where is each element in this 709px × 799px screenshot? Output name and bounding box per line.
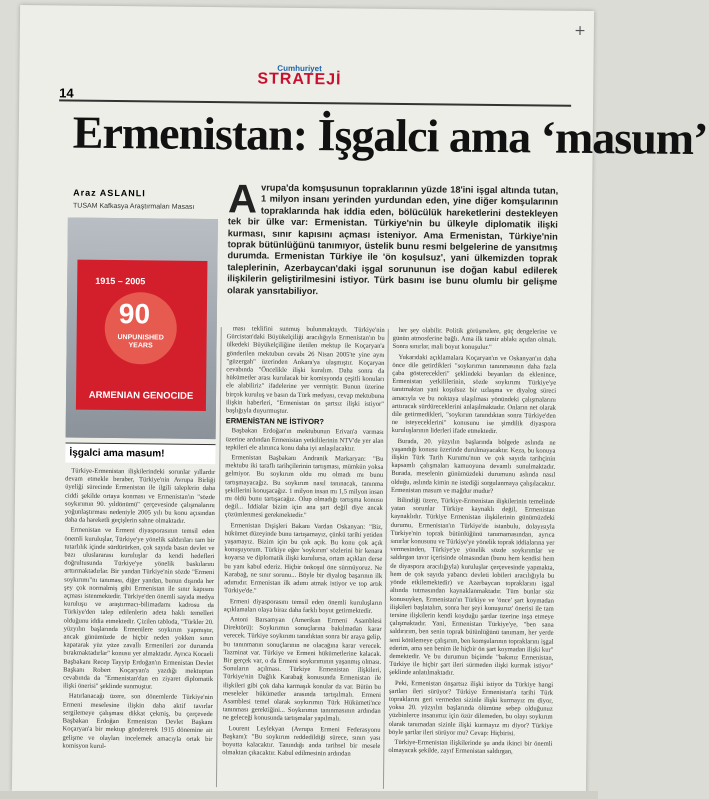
plus-mark-icon: + [574, 22, 586, 39]
paragraph: Türkiye-Ermenistan ilişkilerindeki sorunlar yıllardır devam etmekle beraber, Türkiye'nin Avrupa Birliği üyeliği sürecinde Ermenistan ile ilgili taleplerin daha ciddi şekilde ortaya konması ve Ermenistan'ın "sözde soykırımın 90. yıldönümü" çerçevesinde çalışmalarını yoğunlaştırması nedeniyle 2005 yılı bu konu açısından daha da hareketli geçişlerin sahne olmaktadır. [64, 467, 216, 525]
lead-dropcap: A [227, 177, 258, 222]
article-column-3 [388, 327, 557, 793]
section-masthead [257, 64, 341, 90]
article-author: Araz ASLANLI [73, 187, 146, 199]
article-column-2 [222, 325, 385, 791]
paragraph: Hatırlanacağı üzere, son dönemlerde Türkiye'nin Ermeni meselesine ilişkin daha aktif tavırlar sergilemeye çalışması dikkat çekmiş, bu çerçevede Başbakan Erdoğan Ermenistan Devlet Başkanı Koçaryan'a bir mektup göndererek 1915 dönemine ait gelişme ve olayları incelemek amacıyla ortak bir komisyon kurul- [62, 693, 213, 750]
paragraph: her şey olabilir. Politik görüşmelere, güç dengelerine ve günün atmosferine bağlı. Ama ilk tamir ablakı açıdan olmalı. Sonra sınırlar, mali boyut konuşulur." [392, 326, 557, 352]
desk-surface [0, 791, 598, 799]
paragraph: Lourent Leylekyan (Avrupa Ermeni Federasyonu Başkanı): "Bu soykırım reddedildiği sürece, sınırı yası boyutta kalacaktır. Tanındığı anda tarihsel bir mesele olmaktan çıkacaktır. Kabul edilmesinin ardından [222, 724, 381, 758]
section-subhead: ERMENİSTAN NE İSTİYOR? [225, 416, 325, 427]
banner-text: UNPUNISHED YEARS [117, 334, 164, 350]
paragraph: Bilindiği üzere, Türkiye-Ermenistan ilişkilerinin temelinde yatan sorunlar Türkiye kaynaklı değil, Ermenistan kaynaklıdır. Türkiye Ermenistan ilişkilerinin günümüzdeki durumu, Ermenistan'ın Türkiye'de istanbulu, dolayısıyla Türkiye'nin toprak bütünlüğünü tanımamasından, ayrıca sınırlar konusunu ve Türkiye'ye yönelik toprak iddialarına yer vermesinden, Türkiye'ye yönelik sözde soykırımlar ve saldırgan tavır içerisinde olmasından (bunu hem kendisi hem de diyaspora aracılığıyla) kuruluşlar çerçevesinde yapmakta, hem de çok sayıda yabancı devleti lobileri aracılığıyla bu yönde etkilemektedir) ve Azerbaycan topraklarını işgal altında tutmasından kaynaklanmaktadır. Tüm bunlar söz konusuyken, Ermenistan'ın Türkiye ve 'önce' şart koymadan ilişkileri başlatalım, sonra her şeyi konuşuruz' önerisi ile tam tersine ilişkilerin kendi koyduğu şartlar üzerine inşa etmeye çalışmaktadır. Yani, Ermenistan Türkiye'ye, "ben sana saldırırım, ben senin toprak bütünlüğünü tanımam, her yerde seni kötülemeye çalışırım, ben komşularının topraklarını işgal ederim, ama sen benim ile hiçbir ön şart koymadan ilişki kur" demektedir. Ve bu durumun biçimde "bakınız Ermenistan, Türkiye ile hiçbir şart ileri sürmeden ilişki kurmak istiyor" şeklinde anlatılmaktadır. [389, 497, 555, 677]
masthead-section: STRATEJİ [257, 70, 342, 89]
paragraph: Yukarıdaki açıklamalara Koçaryan'ın ve Oskanyan'ın daha önce dile getirdikleri "soykırımın tanınmasının daha fazla çaba gösterecekleri" şeklindeki beyanları da eklenince, Ermenistan yetkililerinin, sözde soykırımı Türkiye'ye tanıtmaktan yani koşulsuz bir uzlaşma ve diyalog süreci amacıyla ve bu noktaya ulaşılması yönündeki çalışmalarını arttıracak sürdüreceklerini anlaşılmaktadır. Onların net olarak dile getirmedikleri, "soykırım tanındıktan sonra Türkiye'den ne isteyeceklerini" konusunu ise şimdilik diyaspora kuruluşlarının liderleri ifade etmektedir. [391, 353, 557, 436]
lead-text: vrupa'da komşusunun topraklarının yüzde 18'ini işgal altında tutan, 1 milyon insanı yerinden yurdundan eden, yine diğer komşularının topraklarında hak iddia eden, bölücülük hareketlerini destekleyen tek bir ülke var: Ermenistan. Türkiye'nin bu ülkeyle diplomatik ilişki kurması, sınır kapısını açması isteniyor. Ama Ermenistan, Türkiye'nin toprak bütünlüğünü tanımıyor, üstelik bunu resmi belgelerine de yansıtmış durumda. Ermenistan Türkiye ile 'ön koşulsuz', yani ülkemizden toprak taleplerinin, Azerbaycan'daki işgal sorununun ise doğan kabul edilerek ilişkilerin geliştirilmesini istiyor. Türk basını ise bunu olumlu bir gelişme olarak yansıtabiliyor. [227, 182, 559, 296]
paragraph: ması teklifini sunmuş bulunmaktaydı. Türkiye'nin Gürcistan'daki Büyükelçiliği aracılığıyla Ermenistan'ın bu ülkedeki Büyükelçiliğine iletilen mektup ile Koçaryan'a gönderilen mektubun cevabı 26 Nisan 2005'te yine aynı "güzergah" üzerinden Ankara'ya ulaşmıştır. Koçaryan cevabında "Öncelikle ilişki kuralım. Daha sonra da hükümetler arası kurulacak bir komisyonda çeşitli konuları ele alabiliriz" ifadelerine yer vermiştir. Bunun üzerine birçok kuruluş ve basın da Türk medyası, cevap mektubuna ilişkin haberleri, "Ermenistan ön şartsız ilişki istiyor" başlığıyla duyurmuştur. [225, 325, 385, 415]
photo-caption: İşgalci ama masum! [65, 443, 215, 465]
banner-years: 1915 – 2005 [95, 275, 146, 287]
paragraph: Ermenistan ve Ermeni diyasporasının temsil eden önemli kuruluşlar, Türkiye'ye yönelik saldırıları tam bir tutarlılık içinde sürdürürken, çok sayıda basın devlet ve bazı uluslararası kuruluşlar da kendi hedefleri doğrultusunda Türkiye'ye yönelik baskılarını arttırmaktadırlar. Bir yandan Türkiye'nin sözde "Ermeni soykırımı"nı tanıması, diğer yandan, bunun dışında her şey çok normalmiş gibi Ermenistan ile sınır kapısını açması istenmektedir. Türkiye'den önemli sayıda medya kuruluşu ve araştırmacı-bilimadamı kadrosu da Türkiye'den talep edilenlerin adeta haklı temelleri olduğunu iddia etmektedir. Çizilen tabloda, "Türkler 20. yüzyılın başlarında Ermenilere soykırım yapmıştır, ancak günümüzde de hiçbir neden yokken sınırı kapatarak yüz yüze zavallı Ermenileri zor durumda bırakmaktadırlar" konusu yer almaktadır. Ayrıca Kocaeli Başbakanı Recep Tayyip Erdoğan'ın Ermenistan Devlet Başkanı Robert Koçaryan'a yazdığı mektuptan cevabında da "Ermenistan'dan en ziyaret diplomatik ilişki önerisi" şeklinde sunmuştur. [62, 526, 215, 691]
page-number: 14 [59, 85, 74, 101]
paragraph: Antoni Barsamyan (Amerikan Ermeni Asamblesi Direktörü): Soykırımın sonuçlarına bakılmadan karar verecek. Türkiye soykırımı tanıdıktan sonra bir araya gelip, bu tanınmanın sonuçlarının ne olacağına karar verecek. Tazminat var. Türkiye ve Ermeni hükümetlerine kalacak. Bir gerçek var, o da Ermeni soykırımının yaşanmış olması. Sonuların açılması. Türkiye Ermenistan ilişkileri, Türkiye'nin Dağlık Karabağ konusunda Ermenistan ile ilişkileri gibi çok daha karmaşık konular da var. Bütün bu meseleler hükümetler arasında tartışılmalı. Ermeni Asamblesi temel olarak soykırımın Türk Hükümeti'nce tanınması gerektiğini... Soykırımın tanınmasının ardından ne geleceği konusunda tartışmalar yapılmalı. [222, 616, 382, 723]
paragraph: Ermenistan Başbakanı Andranik Markaryan: "Bu mektubu iki taraflı tarihçilerinin tartışması, mümkün yoksa gelmiyor. Bu soykırım oldu mu olmadı mı bunu tartışmayacağız. Bu soykırım nasıl tanınacak, tanınma şekillerini konuşacağız. 1 milyon insan mı 1,5 milyon insan mı öldü bunu tartışacağız. Olup olmadığı tartışma konusu değil... İddialar bizim için ana şart değil diye ancak çözümlenmesi gerekmektedir." [224, 454, 384, 520]
article-lead [227, 177, 559, 300]
paragraph: Ermenistan Dışişleri Bakanı Vardan Oskanyan: "Biz, hükümet düzeyinde bunu tartışamayız, çünkü tarihi yetiden yaşamayız. Bizim için bu çok açık. Bu konu çok açık konuşuyorum. Türkiye eğer 'soykırım' sözlerini bir kenara koyarsa ve diplomatik ilişki kurulursa, ortam açıkları derse bu yanı kabul ederiz. Hiçbir önkoşul öne sürmüyoruz. Ne Karabağ, ne sınır sorunu... Böyle bir diyalog başarının ilk adımıdır. Ermenistan ilk adımı atmak istiyor ve top artık Türkiye'de." [223, 521, 383, 595]
article-headline: Ermenistan: İşgalci ama ‘masum’ [72, 106, 708, 165]
newspaper-page [12, 5, 708, 797]
article-photo [66, 218, 218, 440]
banner-number: 90 [118, 298, 151, 330]
paragraph: Burada, 20. yüzyılın başlarında bölgede aslında ne yaşandığı konusu üzerinde durulmayacaktır. Keza, bu konuya ilişkin Türk Tarih Kurumu'nun ve çok sayıda tarihçinin kapsamlı çalışmaları kamuoyuna devamlı sunulmaktadır. Burada, meselenin günümüzdeki durumunu aslında nasıl olduğu, aslında kimin ne istediği sorgulanmaya çalışılacaktır. Ermenistan masum ve mağdur mudur? [391, 437, 556, 495]
masthead-brand: Cumhuriyet [277, 63, 322, 74]
column-divider [216, 327, 222, 787]
author-affiliation: TUSAM Kafkasya Araştırmaları Masası [72, 202, 195, 211]
paragraph: Başbakan Erdoğan'ın mektubunun Erivan'a varması üzerine ardından Ermenistan yetkililerinin NTV'de yer alan tepkileri ele alınınca konu daha iyi anlaşılacaktır. [225, 427, 384, 453]
paragraph: Türkiye-Ermenistan ilişkilerinde şu anda ikinci bir önemli olmayacak şekilde, zayıf Ermenistan saldırgan, [388, 738, 553, 756]
article-column-1 [62, 468, 215, 790]
paragraph: Peki, Ermenistan önşartsız ilişki istiyor da Türkiye hangi şartları ileri sürüyor? Türkiye Ermenistan'a tarihi Türk topraklarını geri vermeden sizinle ilişki kurmayız mı diyor, yoksa 20. yüzyılın başlarında ölümüne sebep olduğunuz yüzbinlerce insanımız için özür dilemeden, bu olayı soykırım olarak tanımadan sizinle ilişki kurmayız mı diyor? Türkiye böyle şartlar ileri sürüyor mu? Cevap: Hiçbirisi. [388, 679, 554, 737]
paragraph: Ermeni diyasporasını temsil eden önemli kuruluşların açıklamaları olaya biraz daha farklı boyut getirmektedir. [223, 597, 382, 615]
banner-bottom-text: ARMENIAN GENOCIDE [88, 389, 194, 402]
protest-banner [76, 260, 208, 411]
